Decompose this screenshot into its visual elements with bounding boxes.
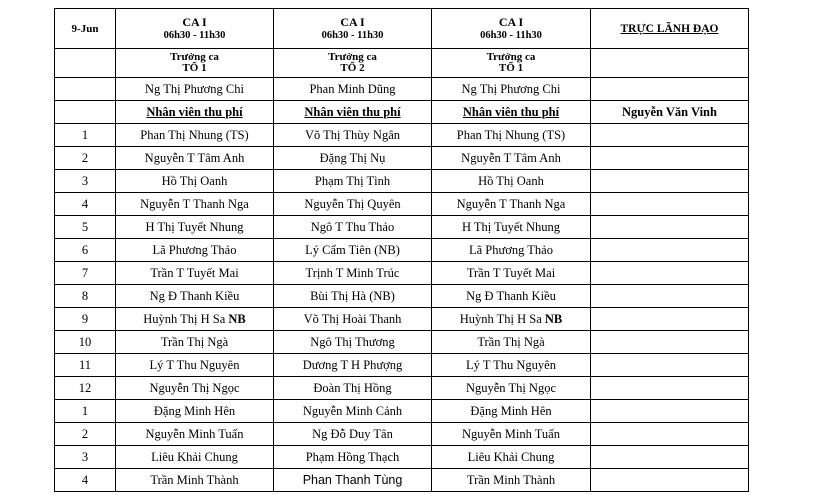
table-row xyxy=(55,285,749,308)
shift-name: CA I xyxy=(498,14,524,29)
leader-name-row xyxy=(55,78,749,101)
staff-name-c2: Võ Thị Hoài Thanh xyxy=(274,308,432,331)
staff-name-c1: Ng Đ Thanh Kiều xyxy=(116,285,274,308)
row-number: 12 xyxy=(55,377,116,400)
staff-name-c2: Lý Cẩm Tiên (NB) xyxy=(274,239,432,262)
row-number: 11 xyxy=(55,354,116,377)
staff-name-c1: Trần T Tuyết Mai xyxy=(116,262,274,285)
table-row xyxy=(55,377,749,400)
staff-header-row xyxy=(55,101,749,124)
staff-name-c1 xyxy=(116,308,274,331)
leader-name: Phan Minh Dũng xyxy=(274,78,432,101)
table-row xyxy=(55,331,749,354)
duty-cell xyxy=(591,308,749,331)
staff-name-c2: Đoàn Thị Hồng xyxy=(274,377,432,400)
row-number: 4 xyxy=(55,193,116,216)
duty-cell xyxy=(591,216,749,239)
duty-leader: Nguyễn Văn Vinh xyxy=(591,101,749,124)
table-row xyxy=(55,423,749,446)
table-row xyxy=(55,124,749,147)
staff-name-c1: Đặng Minh Hên xyxy=(116,400,274,423)
duty-cell xyxy=(591,285,749,308)
staff-name-c3: Nguyễn Minh Tuấn xyxy=(432,423,591,446)
staff-name-c1: Nguyễn Thị Ngọc xyxy=(116,377,274,400)
duty-cell xyxy=(591,193,749,216)
table-row xyxy=(55,193,749,216)
staff-name-c2: Nguyễn Minh Cảnh xyxy=(274,400,432,423)
duty-cell xyxy=(591,354,749,377)
staff-name-c1: Liêu Khải Chung xyxy=(116,446,274,469)
duty-cell xyxy=(591,331,749,354)
duty-header xyxy=(591,9,749,49)
staff-name-c3: H Thị Tuyết Nhung xyxy=(432,216,591,239)
staff-name-c1: Lã Phương Thảo xyxy=(116,239,274,262)
staff-name-c1: Nguyễn T Tâm Anh xyxy=(116,147,274,170)
nb-tag: NB xyxy=(544,312,563,326)
staff-name-c3: Ng Đ Thanh Kiều xyxy=(432,285,591,308)
staff-name-c2: Ngô T Thu Thảo xyxy=(274,216,432,239)
shift-name: CA I xyxy=(340,14,365,29)
staff-name-c2: Ng Đỗ Duy Tân xyxy=(274,423,432,446)
staff-name-c3: Trần Minh Thành xyxy=(432,469,591,492)
staff-name-c1: Phan Thị Nhung (TS) xyxy=(116,124,274,147)
table-row xyxy=(55,469,749,492)
staff-name-c3: Nguyễn Thị Ngọc xyxy=(432,377,591,400)
row-number: 2 xyxy=(55,423,116,446)
row-number: 4 xyxy=(55,469,116,492)
blank-cell xyxy=(55,101,116,124)
row-number: 7 xyxy=(55,262,116,285)
leader-team: TỔ 1 xyxy=(498,62,524,74)
date-cell xyxy=(55,9,116,49)
staff-name-c2: Trịnh T Minh Trúc xyxy=(274,262,432,285)
staff-name-c3: Trần T Tuyết Mai xyxy=(432,262,591,285)
staff-name-c1: Nguyễn T Thanh Nga xyxy=(116,193,274,216)
leader-role: Trưởng ca xyxy=(486,51,536,63)
leader-name: Ng Thị Phương Chi xyxy=(116,78,274,101)
table-row xyxy=(55,170,749,193)
staff-name-c2: Bùi Thị Hà (NB) xyxy=(274,285,432,308)
duty-cell xyxy=(591,170,749,193)
staff-name-c3: Đặng Minh Hên xyxy=(432,400,591,423)
leader-cell-3 xyxy=(432,49,591,78)
duty-title: TRỰC LÃNH ĐẠO xyxy=(620,23,719,35)
leader-name: Ng Thị Phương Chi xyxy=(432,78,591,101)
duty-cell xyxy=(591,446,749,469)
blank-cell xyxy=(591,78,749,101)
staff-name-c1: H Thị Tuyết Nhung xyxy=(116,216,274,239)
staff-name-c3: Trần Thị Ngà xyxy=(432,331,591,354)
row-number: 6 xyxy=(55,239,116,262)
table-row xyxy=(55,354,749,377)
staff-name-c2: Phan Thanh Tùng xyxy=(274,469,432,492)
shift-time: 06h30 - 11h30 xyxy=(163,29,226,41)
staff-name-c2: Nguyễn Thị Quyên xyxy=(274,193,432,216)
duty-cell xyxy=(591,124,749,147)
staff-name-c3: Hồ Thị Oanh xyxy=(432,170,591,193)
blank-cell xyxy=(55,78,116,101)
staff-name-c3 xyxy=(432,308,591,331)
row-number: 8 xyxy=(55,285,116,308)
leader-team: TỔ 2 xyxy=(340,62,365,74)
duty-cell xyxy=(591,469,749,492)
shift-header-1 xyxy=(116,9,274,49)
duty-cell xyxy=(591,377,749,400)
staff-name-c3: Lã Phương Thảo xyxy=(432,239,591,262)
row-number: 3 xyxy=(55,170,116,193)
staff-header: Nhân viên thu phí xyxy=(116,101,274,124)
leader-row xyxy=(55,49,749,78)
table-row xyxy=(55,239,749,262)
duty-cell xyxy=(591,262,749,285)
duty-cell xyxy=(591,423,749,446)
table-row xyxy=(55,308,749,331)
leader-role: Trưởng ca xyxy=(170,51,219,63)
row-number: 2 xyxy=(55,147,116,170)
table-row xyxy=(55,216,749,239)
staff-header: Nhân viên thu phí xyxy=(432,101,591,124)
duty-cell xyxy=(591,400,749,423)
row-number: 3 xyxy=(55,446,116,469)
staff-name-c2: Phạm Hồng Thạch xyxy=(274,446,432,469)
staff-name-text: Huỳnh Thị H Sa xyxy=(143,312,226,326)
table-row xyxy=(55,446,749,469)
table-row xyxy=(55,147,749,170)
staff-name-c2: Đặng Thị Nụ xyxy=(274,147,432,170)
blank-cell xyxy=(591,49,749,78)
staff-name-c3: Liêu Khải Chung xyxy=(432,446,591,469)
row-number: 5 xyxy=(55,216,116,239)
staff-name-c1: Nguyễn Minh Tuấn xyxy=(116,423,274,446)
staff-name-c1: Trần Minh Thành xyxy=(116,469,274,492)
staff-name-text: Huỳnh Thị H Sa xyxy=(459,312,542,326)
shift-header-2 xyxy=(274,9,432,49)
staff-name-c1: Trần Thị Ngà xyxy=(116,331,274,354)
staff-name-c3: Lý T Thu Nguyên xyxy=(432,354,591,377)
leader-role: Trưởng ca xyxy=(328,51,377,63)
date-label: 9-Jun xyxy=(71,23,99,35)
staff-name-c3: Nguyễn T Tâm Anh xyxy=(432,147,591,170)
leader-team: TỔ 1 xyxy=(182,62,207,74)
row-number: 1 xyxy=(55,124,116,147)
leader-cell-2 xyxy=(274,49,432,78)
staff-name-c2: Dương T H Phượng xyxy=(274,354,432,377)
staff-name-c2: Ngô Thị Thương xyxy=(274,331,432,354)
staff-name-c1: Hồ Thị Oanh xyxy=(116,170,274,193)
header-row xyxy=(55,9,749,49)
nb-tag: NB xyxy=(228,312,246,326)
table-row xyxy=(55,400,749,423)
duty-cell xyxy=(591,239,749,262)
staff-rows xyxy=(55,124,749,492)
staff-name-c2: Phạm Thị Tình xyxy=(274,170,432,193)
leader-cell-1 xyxy=(116,49,274,78)
staff-header: Nhân viên thu phí xyxy=(274,101,432,124)
duty-cell xyxy=(591,147,749,170)
staff-name-c3: Nguyễn T Thanh Nga xyxy=(432,193,591,216)
blank-cell xyxy=(55,49,116,78)
staff-name-c3: Phan Thị Nhung (TS) xyxy=(432,124,591,147)
roster-table xyxy=(54,8,749,492)
staff-name-c1: Lý T Thu Nguyên xyxy=(116,354,274,377)
row-number: 9 xyxy=(55,308,116,331)
row-number: 1 xyxy=(55,400,116,423)
row-number: 10 xyxy=(55,331,116,354)
shift-header-3 xyxy=(432,9,591,49)
shift-time: 06h30 - 11h30 xyxy=(480,29,542,41)
staff-name-c2: Võ Thị Thùy Ngân xyxy=(274,124,432,147)
table-row xyxy=(55,262,749,285)
shift-time: 06h30 - 11h30 xyxy=(321,29,384,41)
shift-name: CA I xyxy=(182,14,207,29)
